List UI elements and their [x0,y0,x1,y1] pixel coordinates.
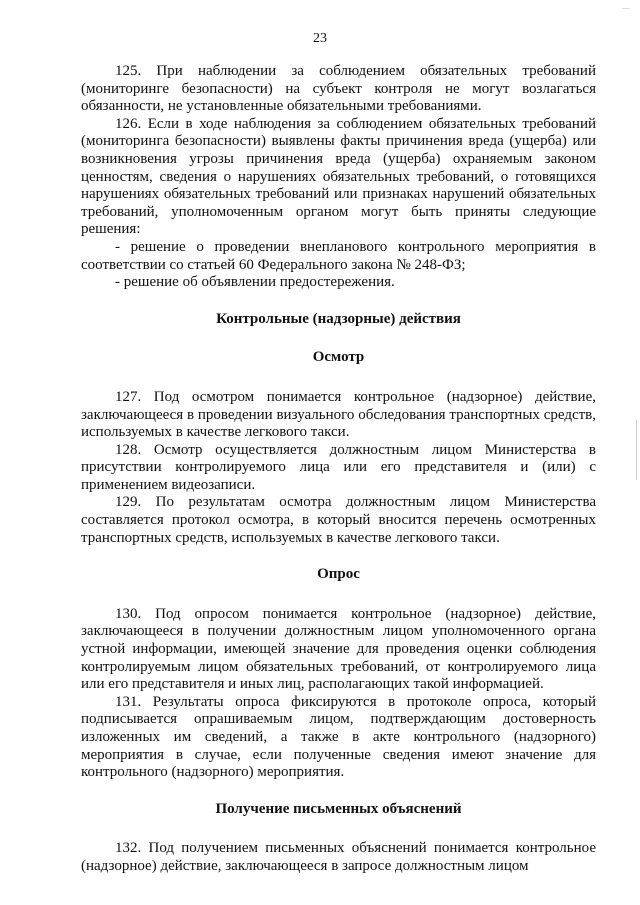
list-item-unscheduled-inspection: - решение о проведении внепланового контрольного мероприятия в соответствии со статьей 60 Федерального закона № 248-ФЗ; [81,238,596,273]
paragraph-129: 129. По результатам осмотра должностным лицом Министерства составляется протокол осмотра, в который вносится перечень осмотренных транспортных средств, используемых в качестве легкового такси. [81,494,596,546]
section-heading-control-actions: Контрольные (надзорные) действия [216,310,461,327]
list-item-warning: - решение об объявлении предостережения. [115,274,395,291]
scan-edge-mark [636,420,637,480]
paragraph-128: 128. Осмотр осуществляется должностным лицом Министерства в присутствии контролируемого лица или его представителя и (или) с применением видеозаписи. [81,441,596,493]
paragraph-132: 132. Под получением письменных объяснений понимается контрольное (надзорное) действие, заключающееся в запросе должностным лицом [81,840,596,874]
paragraph-131: 131. Результаты опроса фиксируются в протоколе опроса, который подписывается опрашиваемым лицом, подтверждающим достоверность изложенных им сведений, а также в акте контрольного (надзорного) мероприятия в случае, если полученные сведения имеют значение для контрольного (надзорного) мероприятия. [81,693,596,781]
section-heading-survey: Опрос [317,566,360,583]
paragraph-126: 126. Если в ходе наблюдения за соблюдением обязательных требований (мониторинга безопасности) выявлены факты причинения вреда (ущерба) или возникновения угрозы причинения вреда (ущерба) охраняемым законом ценностям, сведения о нарушениях обязательных требований, о готовящихся нарушениях обязательных требований или признаках нарушений обязательных требований, уполномоченным органом могут быть приняты следующие решения: [81,115,596,238]
paragraph-130: 130. Под опросом понимается контрольное (надзорное) действие, заключающееся в получении должностным лицом уполномоченного органа устной информации, имеющей значение для проведения оценки соблюдения контролируемым лицом обязательных требований, от контролируемого лица или его представителя и иных лиц, располагающих такой информацией. [81,605,596,693]
section-heading-written-explanations: Получение письменных объяснений [215,800,462,817]
paragraph-127: 127. Под осмотром понимается контрольное (надзорное) действие, заключающееся в проведении визуального обследования транспортных средств, используемых в качестве легкового такси. [81,388,596,441]
page-number: 23 [313,31,327,46]
scan-mark [622,8,630,9]
paragraph-125: 125. При наблюдении за соблюдением обязательных требований (мониторинге безопасности) на субъект контроля не могут возлагаться обязанности, не установленные обязательными требованиями. [81,63,596,115]
document-body [81,63,596,876]
section-heading-inspection: Осмотр [312,349,365,366]
